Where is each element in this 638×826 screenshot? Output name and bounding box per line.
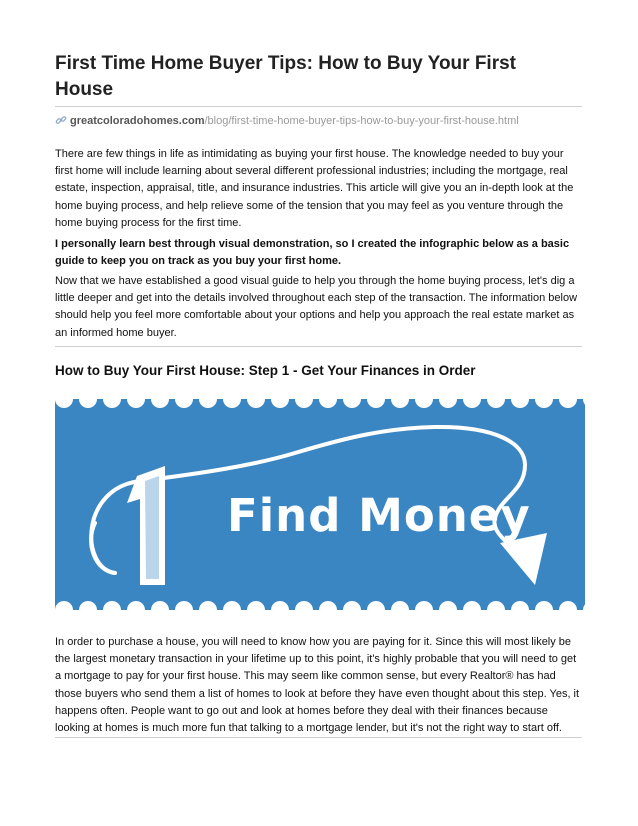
- source-domain[interactable]: greatcoloradohomes.com: [70, 115, 205, 127]
- intro-paragraph: There are few things in life as intimidating as buying your first house. The knowledge needed to buy your first home will include learning about several different professional industries; including the mortgage, real estate, inspection, appraisal, title, and insurance industries. This article will give you an in-depth look at the home buying process, and help relieve some of the tension that you may feel as you venture through the home buying process for the first time.: [55, 148, 574, 229]
- infographic-note: I personally learn best through visual demonstration, so I created the infographic below as a basic guide to keep you on track as you buy your first home.: [55, 238, 570, 268]
- source-url[interactable]: [55, 114, 582, 128]
- link-icon: [55, 114, 67, 126]
- step1-heading: How to Buy Your First House: Step 1 - Get Your Finances in Order: [55, 363, 476, 378]
- section-divider: [55, 346, 582, 347]
- source-path[interactable]: /blog/first-time-home-buyer-tips-how-to-buy-your-first-house.html: [204, 115, 519, 127]
- find-money-banner: [55, 393, 585, 616]
- followup-paragraph: Now that we have established a good visual guide to help you through the home buying process, let's dig a little deeper and get into the details involved throughout each step of the transaction. The information below should help you feel more comfortable about your options and help you approach the real estate market as an informed home buyer.: [55, 275, 578, 339]
- step1-paragraph: In order to purchase a house, you will need to know how you are paying for it. Since this will most likely be the largest monetary transaction in your lifetime up to this point, it's highly probable that you will need to get a mortgage to pay for your first house. This may seem like common sense, but every Realtor® has had those buyers who send them a list of homes to look at before they have even thought about this step. Yes, it happens often. People want to go out and look at homes before they deal with their finances because looking at homes is much more fun that talking to a mortgage lender, but it's not the right way to start off.: [55, 636, 580, 735]
- article-title: First Time Home Buyer Tips: How to Buy Your First House: [55, 53, 517, 100]
- title-divider: [55, 106, 582, 107]
- find-money-heading: Find Money: [227, 489, 531, 542]
- bottom-divider: [55, 737, 582, 738]
